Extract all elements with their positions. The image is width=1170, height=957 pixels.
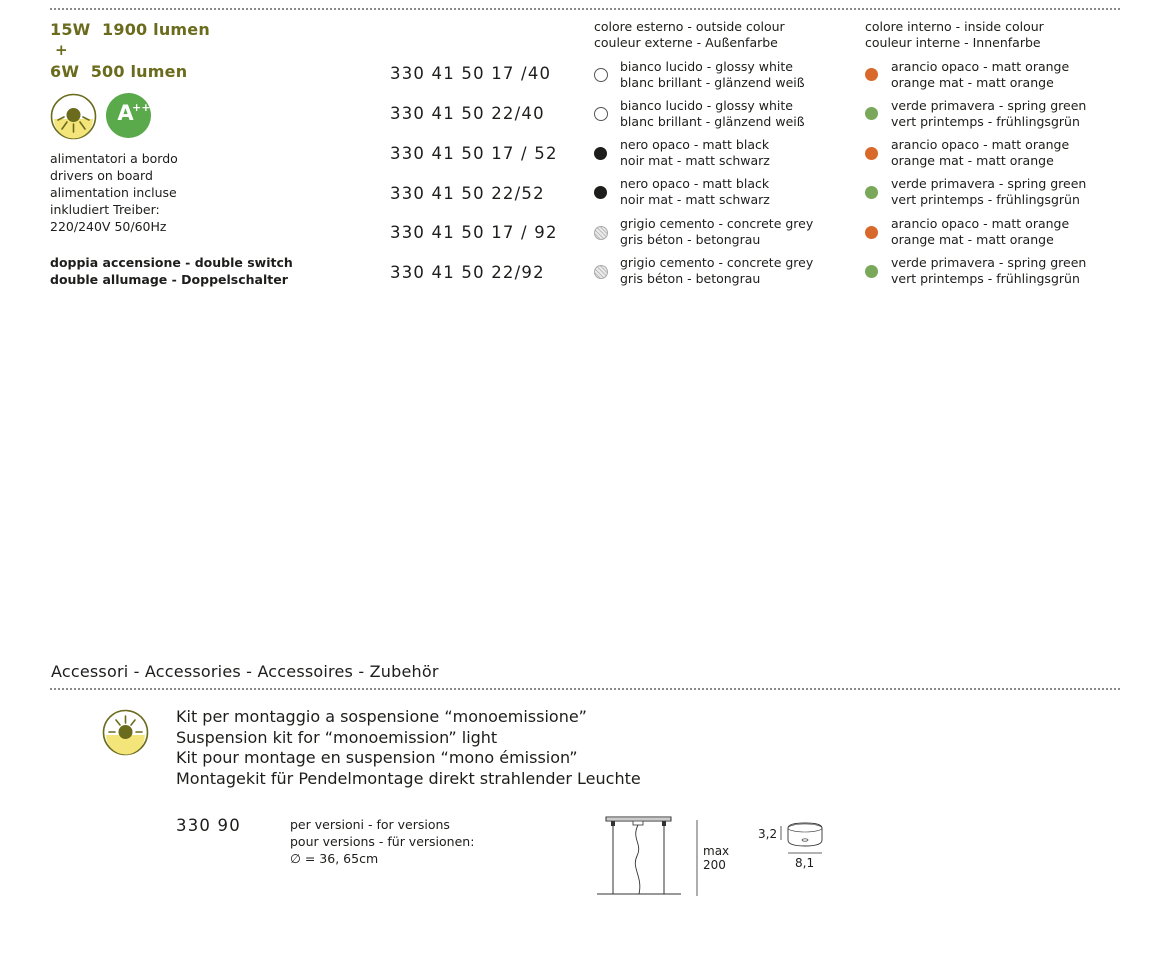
product-code: 330 41 50 17 / 52 [390, 144, 558, 163]
outside-colour [620, 255, 813, 287]
drivers-line: inkludiert Treiber: [50, 202, 160, 217]
outside-colour-line: grigio cemento - concrete grey [620, 216, 814, 231]
kit-line: Suspension kit for “monoemission” light [176, 727, 498, 747]
table-row [0, 255, 1170, 300]
inside-swatch-icon [865, 186, 878, 199]
suspension-kit-drawing [595, 814, 705, 898]
kit-line: Kit pour montage en suspension “mono émission” [176, 748, 578, 767]
switch-line: double allumage - Doppelschalter [50, 272, 288, 287]
product-code: 330 41 50 22/92 [390, 263, 545, 282]
outside-swatch-icon [594, 68, 608, 82]
top-divider [50, 8, 1120, 10]
energy-class-plus: ++ [132, 101, 151, 114]
canopy-height: 3,2 [758, 827, 778, 841]
kit-line: Montagekit für Pendelmontage direkt strahlender Leuchte [176, 768, 641, 788]
accessory-versions [290, 816, 474, 867]
power-line-1: 15W 1900 lumen [50, 20, 210, 39]
outside-colour-line: bianco lucido - glossy white [620, 98, 793, 113]
outside-colour-line: blanc brillant - glänzend weiß [620, 75, 805, 90]
product-code: 330 41 50 22/52 [390, 184, 545, 203]
inside-colour [891, 98, 1086, 130]
drivers-line: 220/240V 50/60Hz [50, 219, 167, 234]
inside-colour-line: vert printemps - frühlingsgrün [891, 192, 1080, 207]
outside-colour-line: noir mat - matt schwarz [620, 192, 770, 207]
inside-colour-line: vert printemps - frühlingsgrün [891, 114, 1080, 129]
inside-heading-line: colore interno - inside colour [865, 19, 1044, 34]
inside-colour-line: arancio opaco - matt orange [891, 59, 1070, 74]
outside-colour-line: nero opaco - matt black [620, 137, 770, 152]
versions-line: per versioni - for versions [290, 817, 450, 832]
product-code: 330 41 50 17 / 92 [390, 223, 558, 242]
inside-colour [891, 176, 1086, 208]
accessories-title: Accessori - Accessories - Accessoires - Zubehör [51, 662, 439, 681]
accessories-divider [50, 688, 1120, 690]
inside-swatch-icon [865, 226, 878, 239]
product-code: 330 41 50 17 /40 [390, 64, 552, 83]
versions-line: pour versions - für versionen: [290, 834, 475, 849]
outside-colour-line: gris béton - betongrau [620, 271, 761, 286]
canopy-drawing [778, 818, 828, 858]
inside-colour-line: arancio opaco - matt orange [891, 216, 1070, 231]
kit-line: Kit per montaggio a sospensione “monoemissione” [176, 707, 587, 726]
outside-colour [620, 137, 770, 169]
drivers-line: alimentatori a bordo [50, 151, 178, 166]
drivers-line: drivers on board [50, 168, 153, 183]
power-line-2: 6W 500 lumen [50, 62, 188, 81]
outside-colour-line: grigio cemento - concrete grey [620, 255, 814, 270]
inside-colour-line: vert printemps - frühlingsgrün [891, 271, 1080, 286]
drawing-max-label: max [703, 844, 730, 858]
inside-colour [891, 59, 1069, 91]
outside-heading-line: colore esterno - outside colour [594, 19, 785, 34]
product-code: 330 41 50 22/40 [390, 104, 545, 123]
inside-colour [891, 137, 1069, 169]
outside-swatch-icon [594, 107, 608, 121]
versions-line: ∅ = 36, 65cm [290, 851, 379, 866]
outside-colour [620, 216, 813, 248]
outside-colour-line: gris béton - betongrau [620, 232, 761, 247]
inside-swatch-icon [865, 147, 878, 160]
inside-colour-line: orange mat - matt orange [891, 153, 1054, 168]
outside-colour [620, 98, 805, 130]
table-row [0, 100, 1170, 140]
table-row [0, 176, 1170, 220]
outside-colour-line: nero opaco - matt black [620, 176, 770, 191]
inside-colour [891, 216, 1069, 248]
energy-class-letter: A [117, 101, 134, 125]
table-row [0, 60, 1170, 100]
kit-description [176, 707, 641, 789]
switch-line: doppia accensione - double switch [50, 255, 293, 270]
outside-swatch-icon [594, 186, 607, 199]
inside-heading-line: couleur interne - Innenfarbe [865, 35, 1041, 50]
outside-colour-line: blanc brillant - glänzend weiß [620, 114, 805, 129]
inside-colour-line: orange mat - matt orange [891, 232, 1054, 247]
inside-colour-line: arancio opaco - matt orange [891, 137, 1070, 152]
power-plus: + [55, 41, 68, 59]
outside-colour [620, 176, 770, 208]
outside-colour-line: noir mat - matt schwarz [620, 153, 770, 168]
drivers-line: alimentation incluse [50, 185, 177, 200]
outside-heading-line: couleur externe - Außenfarbe [594, 35, 778, 50]
inside-swatch-icon [865, 265, 878, 278]
inside-colour-line: verde primavera - spring green [891, 255, 1087, 270]
inside-colour [891, 255, 1086, 287]
accessory-code: 330 90 [176, 816, 241, 835]
inside-colour-line: orange mat - matt orange [891, 75, 1054, 90]
inside-swatch-icon [865, 107, 878, 120]
outside-colour-heading [594, 19, 785, 51]
outside-colour [620, 59, 805, 91]
outside-colour-line: bianco lucido - glossy white [620, 59, 793, 74]
inside-colour-line: verde primavera - spring green [891, 98, 1087, 113]
outside-swatch-icon [594, 265, 608, 279]
inside-colour-heading [865, 19, 1044, 51]
suspension-light-icon [102, 709, 149, 756]
table-row [0, 216, 1170, 260]
table-row [0, 137, 1170, 180]
inside-swatch-icon [865, 68, 878, 81]
outside-swatch-icon [594, 147, 607, 160]
canopy-diameter: 8,1 [795, 856, 815, 870]
drawing-max-value: 200 [703, 858, 726, 872]
inside-colour-line: verde primavera - spring green [891, 176, 1087, 191]
outside-swatch-icon [594, 226, 608, 240]
